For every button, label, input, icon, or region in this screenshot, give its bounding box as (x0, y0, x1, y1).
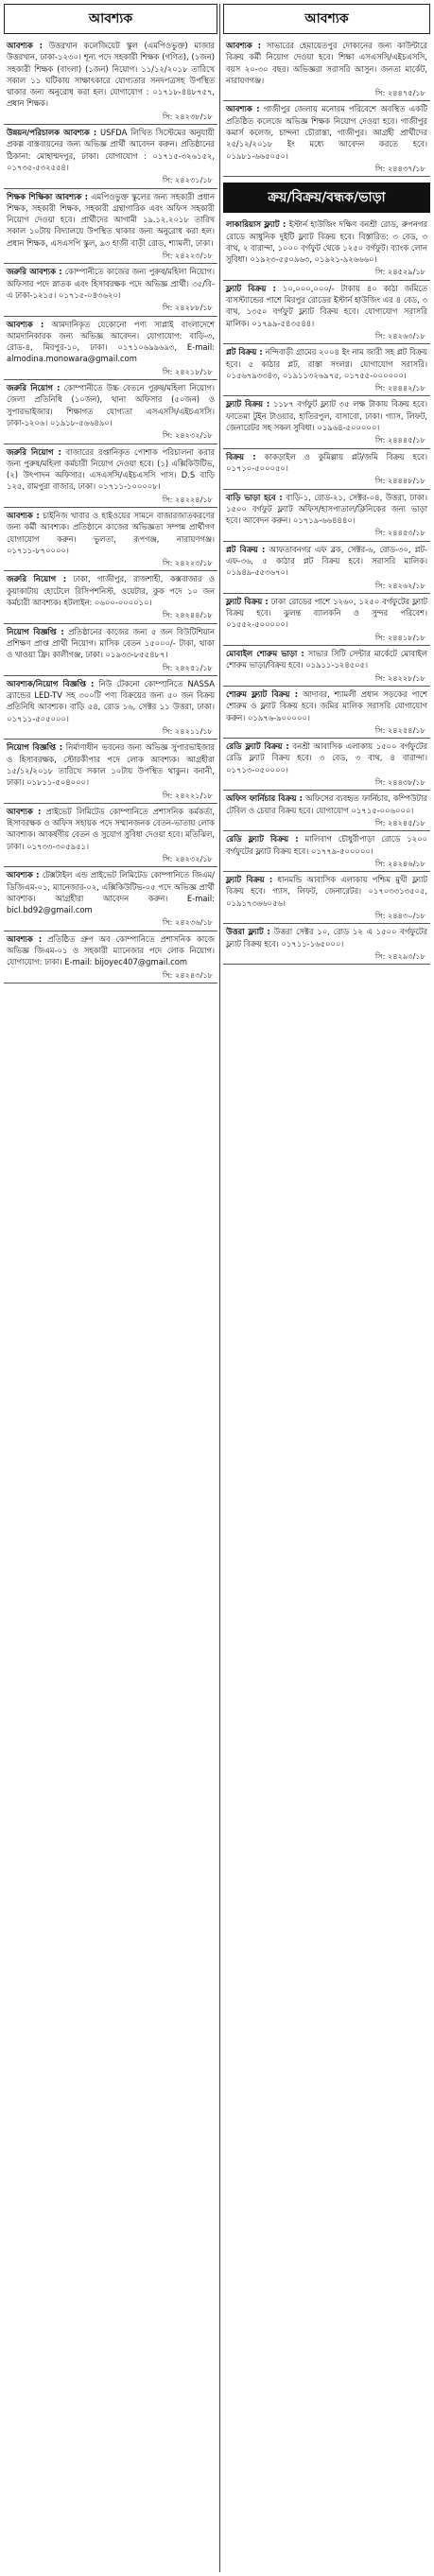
ad-title: অফিস ফার্নিচার বিক্রয় : (226, 793, 304, 804)
ad-code: সি: ২৪২২৩/১৮ (162, 251, 213, 261)
right-mid-ad-list (223, 217, 430, 965)
classified-ad (223, 646, 430, 687)
ad-text: USFDA লিখিত সিস্টেমের অনুযায়ী প্রকল্প বাস্তবায়নের জন্য অভিজ্ঞ প্রার্থী আবেদন করুন। প্রতিষ্ঠানের ঠিকানা: মোহাম্মদপুর, ঢাকা। যোগাযোগ : ০১৭১৫-৩২৬১৫২, ০১৭৩৫-৫৩২৫৫৪। (7, 128, 215, 172)
ad-code: সি: ২৪৪৪২/১৮ (374, 383, 425, 393)
classified-ad (223, 872, 430, 924)
ad-text: ১১৮৭ বর্গফুট ফ্ল্যাট ৩৫ লক্ষ টাকায় বিক্রয় হবে। ফাতেমা টুইন টাওয়ার, হাতিরপুল, বাসাবো, ঢাকা। গ্যাস, লিফট, জেনারেটর সহ সকল সুবিধা। ০১৯৬৪-৫০০০০০। (226, 399, 427, 433)
classified-ad (223, 344, 430, 396)
ad-text: বাড়ি-১, রোড-২১, সেক্টর-০৪, উত্তরা, ঢাকা। ১৫০০ বর্গফুট ফ্ল্যাট অফিস/হাসপাতাল/ক্লিনিকের জন্য ভাড়া হবে। আবেদন করুন। ০১৭১৯-৬৬৪৪৪০। (226, 492, 427, 526)
ad-text: টেক্সটাইল এন্ড প্রাইভেট লিমিটেড কোম্পানিতে জিএম/ডিজিএম-০১, ম্যানেজার-০২, এক্সিকিউটিভ-০৫ পদে অভিজ্ঞ প্রার্থী আবশ্যক। আগ্রহীরা আবেদন করুন। E-mail: bicl.bd92@gmail.com (7, 870, 215, 915)
ad-title: নিয়োগ বিজ্ঞপ্তি : (7, 742, 63, 753)
section-header-abosshok: আবশ্যক (4, 4, 217, 34)
ad-title: রেডি ফ্ল্যাট বিক্রয় : (226, 834, 299, 844)
classified-ad (4, 624, 217, 676)
ad-code: সি: ২৪৪৩৭/১৮ (374, 163, 425, 173)
classified-ad (4, 867, 217, 931)
ad-title: জরুরি নিয়োগ : (7, 383, 61, 393)
classified-ad (4, 317, 217, 380)
classified-ad (223, 449, 430, 490)
ad-text: চাইনিজ খাবার ও হাইওয়ের সামনে বাজারজাতকরণের জন্য কর্মী আবশ্যক। প্রতিষ্ঠানে কাজের অভিজ্ঞতা সম্পন্ন প্রার্থীগণ যোগাযোগ করুন। ভুলতা, রূপগঞ্জ, নারায়ণগঞ্জ। ০১৭১১-৮৭০০০০। (7, 510, 215, 555)
classified-ad (223, 739, 430, 791)
ad-title: নিয়োগ বিজ্ঞপ্তি : (7, 626, 64, 636)
ad-code: সি: ২৪২৫৪/১৮ (374, 724, 425, 735)
left-column (4, 4, 217, 2572)
ad-code: সি: ২৪২২৮/১৮ (374, 672, 425, 683)
ad-code: সি: ২৪২৮৮/১৮ (162, 303, 213, 313)
ad-title: আবশ্যক : (7, 933, 43, 944)
classified-ad (223, 101, 430, 177)
ad-title: বাড়ি ভাড়া হবে : (226, 492, 283, 502)
ad-title: আবশ্যক : (7, 319, 44, 329)
ad-code: সি: ২৪২৪৬/১৮ (374, 858, 425, 868)
ad-code: সি: ২৪২১৮/১৮ (162, 366, 213, 376)
classified-ad (223, 490, 430, 542)
classified-ad (4, 931, 217, 983)
ad-title: রেডি ফ্ল্যাট বিক্রয় : (226, 741, 289, 752)
classified-ad (223, 281, 430, 344)
ad-code: সি: ২৪২৪৩/১৮ (162, 969, 213, 980)
classified-ad (4, 508, 217, 571)
ad-code: সি: ২৪২৩৮/১৮ (162, 111, 213, 121)
classified-ad (4, 676, 217, 740)
classified-ad (223, 594, 430, 646)
ad-code: সি: ২৪২১১/১৮ (162, 726, 213, 737)
ad-title: শোরুম ফ্ল্যাট বিক্রয় : (226, 688, 299, 699)
ad-code: সি: ২৪৪৪৮/১৮ (374, 476, 425, 486)
classified-ad (223, 396, 430, 448)
section-header-abosshok-right: আবশ্যক (223, 4, 430, 34)
ad-title: ফ্ল্যাট বিক্রয় : (226, 283, 276, 293)
classified-ad (223, 38, 430, 101)
ad-code: সি: ২৪২৬৩/১৮ (374, 330, 425, 340)
ad-title: আবশ্যক : (7, 806, 42, 816)
ad-title: জরুরি আবশ্যক : (7, 267, 62, 277)
ad-code: সি: ২৪২২৩/১৮ (162, 558, 213, 568)
ad-text: আমদানিকৃত যেকোনো পণ্য সাপ্লাই বাংলাদেশে আমদানিকারক জন্য অভিজ্ঞ আবেদন। যোগাযোগ: বাড়ি-৩, রোড-৪, মিরপুর-১০, ঢাকা। ০১৭১০৬৯৯৬৯৩, E-mail: almodina.monowara@gmail.com (7, 319, 215, 364)
ad-title: শিক্ষক শিক্ষিকা আবশ্যক : (7, 191, 88, 201)
ad-text: গাজীপুর জেলায় মনোরম পরিবেশে অবস্থিত একটি প্রতিষ্ঠিত কলেজে অভিজ্ঞ শিক্ষক নিয়োগ দেওয়া হবে। গাজীপুর কমার্স কলেজ, চান্দনা চৌরাস্তা, গাজীপুর। আগ্রহী প্রার্থীদের ২৫/১২/২০১৮ ইং মধ্যে আবেদন করতে হবে। ০১৯৮১-৬৬৫০৫০। (226, 104, 427, 161)
ad-title: ফ্ল্যাট বিক্রয় : (226, 399, 270, 409)
ad-code: সি: ২৪৪৫৩/১৮ (374, 528, 425, 538)
classified-ad (4, 38, 217, 125)
ad-code: সি: ২৪২৪৫/১৮ (374, 817, 425, 827)
ad-code: সি: ২৪২৩১/১৮ (162, 175, 213, 185)
ad-text: আফতাবনগর এফ ব্লক, সেক্টর-৬, রোড-৩০, প্লট-এফ-৩৬, ৫ কাঠার প্লট বিক্রয় হবে। সরাসরি মালিক। ০১৯৪৯-৫৫৩৬৭০। (226, 544, 427, 578)
ad-title: মোবাইল শোরুম ভাড়া : (226, 649, 304, 659)
ad-text: ঢাকা রোডের পাশে ১২৬০, ১২৫০ বর্গফুটের ফ্ল্যাট বিক্রয় হবে। ঝুলন্ত ব্যালকনি ও সুন্দর পরিবেশ। ০১৫৫২-৫০০০০০। (226, 596, 427, 630)
ad-title: উত্তরা ফ্ল্যাট : (226, 927, 270, 937)
ad-code: সি: ২৪৪১৮/১৮ (374, 632, 425, 642)
ad-text: বনশ্রী আবাসিক এলাকায় ১৫০০ বর্গফুটের রেডি ফ্ল্যাট বিক্রয় হবে। ৩ বেড, ৩ বাথ, ৪ বারান্দা। ০১৭১৩-০৫০০০০। (226, 741, 427, 775)
ad-text: নন্দিবাড়ী গ্রামের ২০০৪ ইং নাম জারী সহ প্লট বিক্রয় হবে। ৫ কাঠার প্লট, রাস্তা সংলগ্ন। যোগাযোগ সরাসরি। ০১৫৬৭৯৩৩৪৩, ০১৯১১৩২৬৯৭৫, ০১৭৫৫-০০০০০০। (226, 347, 427, 380)
ad-text: এমপিওভুক্ত স্কুলের জন্য সহকারী প্রধান শিক্ষক, সহকারী শিক্ষক, সহকারী গ্রন্থাগারিক এবং অফিস সহকারী নিয়োগ দেওয়া হবে। প্রার্থীদের আগামী ১৯.১২.২০১৮ তারিখ সকাল ১০টায় বিদ্যালয়ে উপস্থিত থাকার জন্য অনুরোধ করা হল। প্রধান শিক্ষক, এসএসপি স্কুল, ৯৩ হাজী বাড়ী রোড, শ্যামলী, ঢাকা। (7, 191, 215, 248)
ad-code: সি: ২৪৪৪৫/১৮ (374, 435, 425, 445)
classified-ad (4, 804, 217, 867)
classified-ad (4, 264, 217, 316)
ad-code: সি: ২৪২৪৪/১৮ (162, 610, 213, 620)
ad-text: ঢাকা, গাজীপুর, রাজশাহী, কক্সবাজার ও কুয়াকাটায় হোটেলে রিসিপশনিস্ট, ওয়েটার, কুক পদে ১০ জন কর্মচারী আবশ্যক। হটলাইন: ০৬০০-০০০০১০। (7, 574, 215, 608)
ad-text: উত্তরা সেক্টর ১০, রোড ১২ এ ১৫০০ বর্গফুটের ফ্ল্যাট বিক্রয় হবে। ০১৭১১-১৬৫০০০। (226, 927, 427, 949)
ad-text: সাভারের হেমায়েতপুর দোকানের জন্য কাউন্টারে বিক্রয় কর্মী নিয়োগ দেওয়া হবে। শিক্ষা এসএসসি/এইচএসসি, বয়স ২০-৩০ বছর। অভিজ্ঞরা সরাসরি আসুন। জনতা মার্কেট, নারায়ণগঞ্জ। (226, 41, 427, 85)
ad-text: আদাবর, শ্যামলী প্রধান সড়কের পাশে শোরুম ও ফ্ল্যাট বিক্রয় হবে। জমির মালিক সরাসরি যোগাযোগ করুন। ০১৯৭৬-৯০০০০০। (226, 688, 427, 722)
ad-text: ইস্টার্ন হাউজিং দক্ষিণ বনশ্রী রোড, রুপনগর রোডে আধুনিক দুইটি ফ্ল্যাট বিক্রয় হবে। বিস্তারিত: ৩ বেড, ৩ বাথ, ২ বারান্দা, ১০০০ বর্গফুট থেকে ১২৫০ বর্গফুট। ব্যাংক লোন সুবিধা। ০১৯২৩-৫৫০৯৬৩, ০১৯২১-৯২৬৬৬০। (226, 219, 427, 265)
ad-code: সি: ২৪৫২৯/১৮ (374, 267, 425, 277)
classified-ad (4, 740, 217, 803)
ad-title: আবশ্যক : (226, 104, 260, 114)
ad-title: প্লট বিক্রয় : (226, 347, 263, 357)
ad-code: সি: ২৪২২১/১৮ (162, 790, 213, 800)
classified-ad (223, 542, 430, 594)
classified-ad (223, 924, 430, 965)
ad-text: প্রাইভেট লিমিটেড কোম্পানিতে প্রশাসনিক কর্মকর্তা, হিসাবরক্ষক ও অফিস সহায়ক পদে সম্মানজনক বেতন-ভাতায় লোক আবশ্যক। আকর্ষণীয় বেতন ও সুযোগ সুবিধা দেওয়া হবে। মতিঝিল, ঢাকা। ০১৭৩৩-৩০৫৯৫১। (7, 806, 215, 851)
classified-ad (4, 125, 217, 188)
ad-code: সি: ২৪৪৭৫/১৮ (374, 88, 425, 98)
ad-title: ফ্ল্যাট বিক্রয় : (226, 875, 273, 885)
ad-text: অফিসের ব্যবহৃত ফার্নিচার, কম্পিউটার টেবিল ও চেয়ার বিক্রয় হবে। যোগাযোগ ০১৭১৫-০০৬০০০। (226, 793, 427, 815)
ad-title: জরুরি নিয়োগ : (7, 446, 61, 457)
ad-code: সি: ২৪২৫১/১৮ (162, 662, 213, 672)
ad-text: নির্মাণাধীন ভবনের জন্য অভিজ্ঞ সুপারভাইজার ও হিসাবরক্ষক, স্টোরকীপার পদে লোক আবশ্যক। আগ্রহীরা ১৫/১২/২০১৮ তারিখে সকাল ১০টায় উপস্থিত থাকুন। বনানী, ঢাকা। ০১৮১১-৫০৪০০০। (7, 742, 215, 788)
ad-code: সি: ২৪৪৩০/১৮ (374, 911, 425, 920)
classified-ad (223, 217, 430, 280)
classified-ad (223, 687, 430, 739)
ad-code: সি: ২৪২৩২/১৮ (162, 854, 213, 863)
ad-title: আবশ্যক : (7, 41, 43, 50)
ad-text: কোম্পানীতে উচ্চ বেতনে পুরুষ/মহিলা নিয়োগ। জেলা প্রতিনিধি (১০জন), থানা অফিসার (৫০জন) ও সুপারভাইজার। শিক্ষাগত যোগ্যতা এসএসসি/এইচএসসি। ঢাকা-১২০৬। ০১৯১৮-৫৬৬৪৯০। (7, 383, 215, 427)
classified-ad (4, 380, 217, 444)
classified-ad (4, 189, 217, 265)
ad-title: ফ্ল্যাট বিক্রয় : (226, 596, 269, 606)
ad-code: সি: ২৪২৯৩/১৮ (374, 950, 425, 961)
left-ad-list (4, 38, 217, 983)
ad-title: আবশ্যক : (7, 510, 40, 520)
ad-text: কাকড়াইল ও কুমিল্লায় প্লট/জমি বিক্রয় হবে। ০১৭১০-৫০০০৫০। (226, 451, 427, 473)
classified-ad (223, 831, 430, 872)
ad-text: বাজারের রপ্তানিকৃত পোশাক পরিচালনা করার জন্য পুরুষ/মহিলা কর্মচারী নিয়োগ দেওয়া হবে। (১) এক্সিকিউটিভ, (২) উৎপাদন অফিসার। এসএসসি/এইচএসসি পাস। D.S বাড়ি ১২৫, রামপুরা বাজার, ঢাকা। ০১৭১১-১০০০০৮। (7, 446, 215, 492)
ad-text: উত্তরখান কলেজিয়েট স্কুল (এমপিওভুক্ত) মাজার উত্তরখান, ঢাকা-১২৩০। শূন্য পদে সহকারী শিক্ষক (গণিত), (১জন) সহকারী শিক্ষক (বাংলা) (১জন) নিয়োগ। ১১/১২/২০১৮ তারিখে সকাল ১১ ঘটিকায় সাক্ষাৎকারে যোগ্যতার সনদপত্রসহ উপস্থিত থাকার জন্য অনুরোধ করা হল। যোগাযোগ : ০১৭১৮-৪৪৮৭৫৭, প্রধান শিক্ষক। (7, 41, 215, 109)
ad-title: বিক্রয় : (226, 451, 256, 461)
ad-title: আবশ্যক/নিয়োগ বিজ্ঞপ্তি : (7, 678, 95, 688)
ad-title: উন্নয়ন/পরিচালক আবশ্যক : (7, 128, 97, 138)
ad-code: সি: ২৪২৬২/১৮ (374, 580, 425, 590)
ad-title: প্লট বিক্রয় : (226, 544, 266, 554)
ad-text: নিউ টেকনো কোম্পানিতে NASSA ব্র্যান্ডের LED-TV সহ ৩০০টি পণ্য বিক্রয়ের জন্য ৫০ জন বিক্রয় প্রতিনিধি আবশ্যক। বাড়ি ৫৪, রোড ১৬, সেক্টর ১১ উত্তরা, ঢাকা। ০১৭১১-৫০৫০০০। (7, 678, 215, 723)
ad-title: আবশ্যক : (226, 41, 262, 50)
ad-code: সি: ২৪৪৩৮/১৮ (374, 777, 425, 788)
ad-code: সি: ২৪২৩২/১৮ (162, 430, 213, 441)
ad-text: মালিবাগ চৌধুরীপাড়া রোডে ১২০০ বর্গফুটের ফ্ল্যাট বিক্রয় হবে। ০১৭৭৯-৫০০০০০। (226, 834, 427, 856)
ad-text: ধানমন্ডি আবাসিক এলাকায় পশ্চিম মুখী ফ্ল্যাট বিক্রয় হবে। গ্যাস, লিফট, জেনারেটর। ০১৭০৩৩১৩৫০৫, ০১৯১৭৩৬৬০৫৬। (226, 875, 427, 908)
ad-code: সি: ২৪২২৪/১৮ (162, 494, 213, 504)
ad-text: সাভার সিটি সেন্টার মার্কেটে মোবাইল শোরুম ভাড়া/বিক্রয় হবে। ০১৯১১-১২৪৫০৫। (226, 649, 427, 670)
ad-text: কোম্পানীতে কাজের জন্য পুরুষ/মহিলা নিয়োগ। অফিসার পদে স্নাতক এবং হিসাবরক্ষক পদে অভিজ্ঞ প্রার্থী। ৩৫/বি-এ ঢাকা-১২১৫। ০১৭১৫-০৪৩৬২০। (7, 267, 215, 300)
classified-ad (4, 571, 217, 623)
ad-title: জরুরি নিয়োগ : (7, 574, 67, 584)
right-column (223, 4, 430, 2572)
right-top-ad-list (223, 38, 430, 177)
ad-text: প্রতিষ্ঠিত গ্রুপ অব কোম্পানিতে প্রশাসনিক কাজে অভিজ্ঞ জিএম-০১ ও সহকারী ম্যানেজার পদে লোক নিয়োগ। যোগাযোগ: ঢাকা। E-mail: bijoyec407@gmail.com (7, 933, 215, 967)
ad-text: ১০,০০০,০০০/- টাকায় ৪০ কাঠা জমিতে বাসস্ট্যান্ডের পাশে মিরপুর রোডের ইস্টার্ন হাউজিং এর ৪ বেড, ৩ বাথ, ১৩৫০ বর্গফুট ফ্ল্যাট বিক্রয় হবে। যোগাযোগ সরাসরি মালিক। ০১৭৯৯-৫৪৩৫৪৪। (226, 283, 427, 328)
section-header-buy-sell: ক্রয়/বিক্রয়/বন্ধক/ভাড়া (223, 183, 430, 213)
ad-title: লাকারিয়াস ফ্ল্যাট : (226, 219, 286, 230)
classified-ad (4, 444, 217, 508)
column-separator (219, 4, 220, 2572)
ad-text: প্রতিষ্ঠানের কাজের জন্য ৫ জন বিউটিশিয়ান প্রশিক্ষণ প্রাপ্ত প্রার্থী নিয়োগ। মাসিক বেতন ১৫০০০/- টাকা, থাকা ও খাওয়া ফ্রি। কালীগঞ্জ, ঢাকা। ০১৯৩৩-৮৫৫৪৮৭। (7, 626, 215, 660)
ad-code: সি: ২৪২৩৬/১৮ (162, 917, 213, 928)
ad-title: আবশ্যক : (7, 870, 40, 880)
classified-ad (223, 791, 430, 831)
